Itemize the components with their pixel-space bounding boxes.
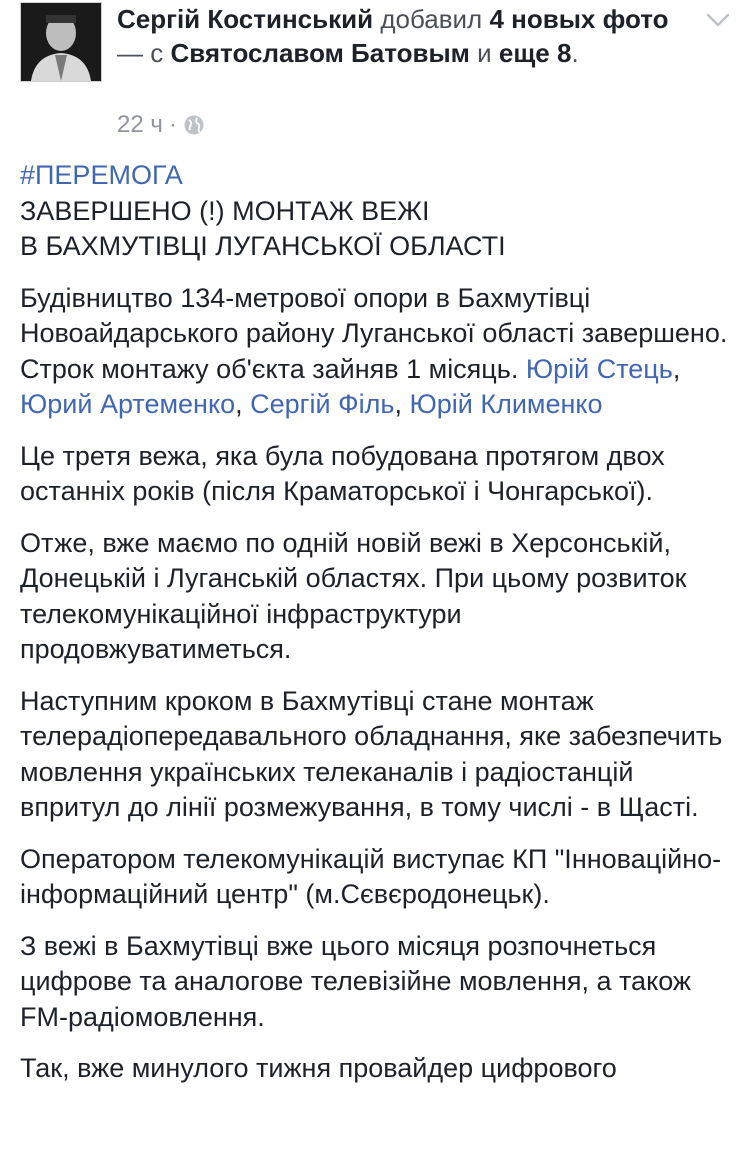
paragraph-5: Оператором телекомунікацій виступає КП "Інноваційно-інформаційний центр" (м.Сєвєродонецьк). <box>20 843 722 909</box>
mention-separator: , <box>394 389 402 419</box>
headline-block <box>20 158 735 265</box>
end-punct: . <box>571 38 579 68</box>
photo-count-link[interactable]: 4 новых фото <box>489 4 669 34</box>
mention-separator: , <box>672 353 681 384</box>
headline-line-1: ЗАВЕРШЕНО (!) МОНТАЖ ВЕЖІ <box>20 195 430 226</box>
paragraph-2: Це третя вежа, яка була побудована протягом двох останніх років (після Краматорської і Чонгарської). <box>20 440 665 506</box>
paragraph-7: Так, вже минулого тижня провайдер цифрового <box>20 1053 617 1083</box>
post-header <box>0 0 750 150</box>
mention-link[interactable]: Юрій Клименко <box>409 389 603 419</box>
hashtag-link[interactable]: #ПЕРЕМОГА <box>20 160 183 190</box>
paragraph-3: Отже, вже маємо по одній новій вежі в Херсонській, Донецькій і Луганській областях. При цьому розвиток телекомунікаційної інфраструктури продовжуватиметься. <box>20 527 687 664</box>
paragraph-1-text: Будівництво 134-метрової опори в Бахмутівці Новоайдарського району Луганської області завершено. Строк монтажу об'єкта зайняв 1 місяць. <box>20 282 728 384</box>
avatar[interactable] <box>20 2 102 82</box>
tagged-person-link[interactable]: Святославом Батовым <box>170 38 470 68</box>
action-text: добавил <box>380 4 483 34</box>
mention-link[interactable]: Сергій Філь <box>250 389 395 419</box>
globe-icon <box>183 114 205 136</box>
and-text: и <box>477 38 492 68</box>
others-link[interactable]: еще 8 <box>498 38 572 68</box>
mention-link[interactable]: Юрий Артеменко <box>20 389 236 419</box>
paragraph-6: З вежі в Бахмутівці вже цього місяця розпочнеться цифрове та аналогове телевізійне мовлення, а також FM-радіомовлення. <box>20 930 691 1032</box>
post-title <box>117 2 677 70</box>
author-name[interactable]: Сергій Костинський <box>117 4 374 34</box>
post-body <box>20 158 735 1103</box>
post-meta <box>117 110 205 140</box>
timestamp[interactable]: 22 ч <box>117 111 163 138</box>
meta-separator: · <box>168 111 177 138</box>
paragraph-1 <box>20 281 735 423</box>
paragraph-4: Наступним кроком в Бахмутівці стане монтаж телерадіопередавального обладнання, яке забезпечить мовлення українських телеканалів і радіостанцій впритул до лінії розмежування, в тому числі - в Щасті. <box>20 685 723 822</box>
avatar-photo <box>21 3 101 81</box>
mention-link[interactable]: Юрій Стець <box>525 353 673 384</box>
chevron-down-icon[interactable] <box>705 10 731 30</box>
with-text: — с <box>117 38 164 68</box>
mention-separator: , <box>235 389 243 419</box>
headline-line-2: В БАХМУТІВЦІ ЛУГАНСЬКОЇ ОБЛАСТІ <box>20 231 506 261</box>
